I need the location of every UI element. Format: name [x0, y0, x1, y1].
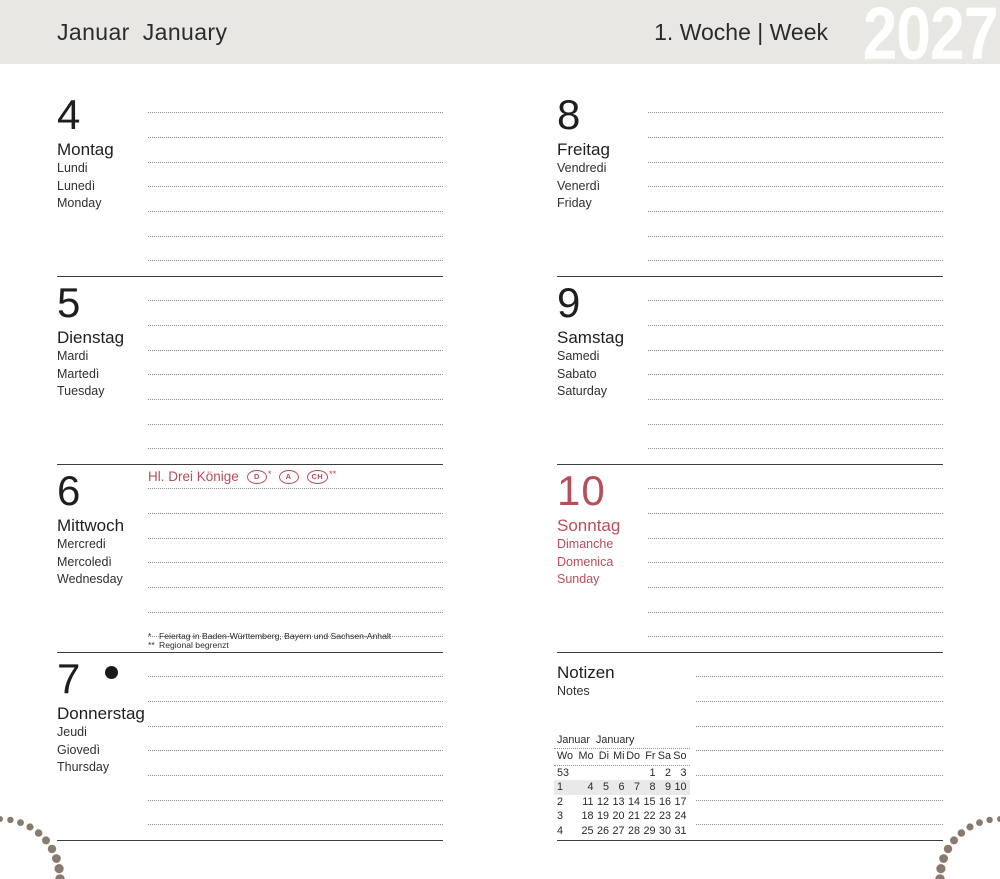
writing-line — [648, 539, 943, 564]
day-name-en: Thursday — [57, 760, 110, 774]
minical-week-number: 2 — [557, 795, 564, 808]
day-name-de: Donnerstag — [57, 704, 145, 723]
writing-line — [148, 187, 443, 212]
minical-cell: 22 — [643, 810, 656, 823]
footnote-line: * Feiertag in Baden-Württemberg, Bayern und Sachsen-Anhalt — [148, 630, 392, 641]
writing-line — [148, 113, 443, 138]
day-label — [557, 468, 648, 589]
day-label — [557, 280, 648, 401]
writing-line — [148, 425, 443, 450]
minical-cell: 9 — [664, 781, 671, 794]
writing-line — [148, 539, 443, 564]
writing-line — [148, 326, 443, 351]
minical-cell: 29 — [643, 824, 656, 837]
minical-header-cell: Mo — [578, 750, 594, 762]
decorative-dot-arc-right — [935, 816, 1000, 879]
minical-cell: 8 — [649, 781, 656, 794]
week-label: 1. Woche | Week — [654, 19, 828, 45]
minical-month-en: January — [596, 734, 635, 746]
minical-cell: 10 — [674, 781, 687, 794]
writing-line — [648, 613, 943, 638]
minical-header-cell: Do — [626, 750, 640, 762]
minical-cell — [594, 766, 610, 781]
minical-header-cell: Di — [598, 750, 609, 762]
day-name-de: Montag — [57, 140, 114, 159]
footnote-mark: * — [267, 468, 272, 480]
day-name-fr: Jeudi — [57, 725, 87, 739]
writing-line — [696, 727, 943, 752]
minical-cell — [625, 766, 641, 781]
minical-cell: 7 — [633, 781, 640, 794]
minical-week-row — [554, 824, 690, 839]
day-number: 4 — [57, 91, 82, 138]
minical-week-number: 1 — [557, 781, 564, 794]
day-label — [57, 280, 148, 401]
writing-line — [148, 212, 443, 237]
day-name-fr: Samedi — [557, 349, 600, 363]
writing-line — [148, 563, 443, 588]
writing-area — [648, 277, 943, 450]
writing-line — [148, 277, 443, 302]
year-label: 2027 — [863, 0, 998, 75]
minical-header-cell: Sa — [657, 750, 671, 762]
minical-cell: 24 — [674, 810, 687, 823]
notes-label — [557, 656, 687, 700]
minical-cell: 12 — [596, 795, 609, 808]
day-name-it: Mercoledì — [57, 554, 112, 569]
region-badge-austria: A — [279, 470, 300, 484]
minical-cell: 11 — [582, 795, 594, 808]
page-title — [57, 0, 227, 64]
writing-line — [648, 351, 943, 376]
day-label — [57, 656, 148, 777]
writing-line — [648, 212, 943, 237]
minical-cell: 6 — [618, 781, 625, 794]
day-block-thursday — [57, 656, 443, 841]
writing-line — [148, 588, 443, 613]
region-badge-switzerland: CH ** — [307, 470, 337, 484]
day-block-saturday — [557, 280, 943, 465]
day-name-en: Friday — [557, 196, 592, 210]
minical-week-row — [554, 809, 690, 824]
writing-line — [648, 163, 943, 188]
minical-week-row — [554, 795, 690, 810]
writing-line — [648, 301, 943, 326]
writing-line — [148, 89, 443, 114]
writing-line — [148, 751, 443, 776]
writing-line — [148, 375, 443, 400]
day-block-sunday — [557, 468, 943, 653]
minical-week-number: 4 — [557, 824, 564, 837]
minical-cell: 2 — [664, 766, 671, 779]
writing-area — [148, 465, 443, 638]
writing-line — [648, 588, 943, 613]
minical-week-number: 53 — [557, 766, 570, 779]
minical-cell — [578, 766, 594, 781]
minical-cell: 31 — [674, 824, 687, 837]
minical-cell: 20 — [612, 810, 625, 823]
writing-line — [148, 489, 443, 514]
day-number: 7 — [57, 655, 82, 702]
writing-area — [148, 653, 443, 826]
writing-line — [648, 425, 943, 450]
minical-week-row — [554, 766, 690, 781]
writing-line — [148, 465, 443, 490]
day-name-en: Wednesday — [57, 572, 123, 586]
minical-cell: 5 — [602, 781, 609, 794]
minical-header-cell: Mi — [613, 750, 625, 762]
day-block-monday — [57, 92, 443, 277]
writing-area — [148, 89, 443, 262]
holiday-name: Hl. Drei Könige — [148, 469, 239, 484]
day-name-en: Sunday — [557, 572, 600, 586]
day-label — [57, 92, 148, 213]
minical-cell: 25 — [581, 824, 594, 837]
day-name-en: Tuesday — [57, 384, 105, 398]
writing-line — [648, 89, 943, 114]
writing-line — [148, 351, 443, 376]
day-name-de: Dienstag — [57, 328, 125, 347]
writing-line — [648, 237, 943, 262]
day-number: 9 — [557, 279, 582, 326]
mini-month-calendar — [554, 733, 690, 838]
writing-line — [148, 237, 443, 262]
writing-line — [148, 514, 443, 539]
writing-area — [648, 89, 943, 262]
notes-block — [557, 656, 943, 841]
day-number: 10 — [557, 467, 606, 514]
minical-cell: 13 — [612, 795, 625, 808]
minical-cell: 4 — [587, 781, 594, 794]
writing-line — [148, 702, 443, 727]
minical-week-row-current — [554, 780, 690, 795]
minical-cell: 19 — [596, 810, 609, 823]
writing-line — [148, 801, 443, 826]
day-name-fr: Mardi — [57, 349, 89, 363]
writing-line — [696, 751, 943, 776]
day-block-friday — [557, 92, 943, 277]
region-badge-germany: D * — [247, 470, 272, 484]
month-name-en: January — [142, 19, 228, 45]
writing-line — [148, 653, 443, 678]
day-name-it: Domenica — [557, 554, 614, 569]
writing-line — [696, 677, 943, 702]
day-name-fr: Mercredi — [57, 537, 106, 551]
day-name-fr: Dimanche — [557, 537, 614, 551]
writing-line — [648, 489, 943, 514]
minical-cell: 1 — [649, 766, 656, 779]
day-name-de: Samstag — [557, 328, 625, 347]
new-moon-icon — [105, 666, 118, 679]
writing-line — [648, 465, 943, 490]
day-name-it: Giovedì — [57, 742, 101, 757]
minical-cell: 30 — [658, 824, 671, 837]
writing-line — [148, 727, 443, 752]
holiday-footnotes — [148, 632, 391, 652]
minical-month-de: Januar — [557, 734, 591, 746]
minical-cell: 15 — [643, 795, 656, 808]
footnote-line: ** Regional begrenzt — [148, 640, 229, 651]
day-label — [57, 468, 148, 589]
month-name-de: Januar — [57, 19, 130, 45]
writing-area — [648, 465, 943, 638]
writing-line — [696, 801, 943, 826]
day-name-fr: Vendredi — [557, 161, 607, 175]
writing-area — [148, 277, 443, 450]
day-name-de: Freitag — [557, 140, 610, 159]
minical-header-cell: Fr — [645, 750, 656, 762]
writing-line — [148, 400, 443, 425]
writing-line — [648, 326, 943, 351]
decorative-dot-arc-left — [0, 816, 65, 879]
notes-title: Notizen — [557, 663, 615, 682]
writing-line — [648, 514, 943, 539]
writing-line — [648, 375, 943, 400]
minical-cell: 18 — [581, 810, 594, 823]
writing-line — [148, 163, 443, 188]
writing-line — [648, 113, 943, 138]
day-label — [557, 92, 648, 213]
writing-line — [648, 563, 943, 588]
writing-line — [648, 187, 943, 212]
notes-subtitle: Notes — [557, 684, 590, 698]
minical-cell: 27 — [612, 824, 625, 837]
minical-cell — [609, 766, 625, 781]
writing-line — [648, 277, 943, 302]
day-block-wednesday — [57, 468, 443, 653]
day-name-en: Saturday — [557, 384, 608, 398]
writing-line — [648, 400, 943, 425]
minical-cell: 26 — [596, 824, 609, 837]
minical-week-number: 3 — [557, 810, 564, 823]
day-name-de: Sonntag — [557, 516, 621, 535]
writing-line — [696, 702, 943, 727]
writing-line — [148, 138, 443, 163]
minical-cell: 23 — [658, 810, 671, 823]
day-name-de: Mittwoch — [57, 516, 125, 535]
writing-line — [148, 776, 443, 801]
minical-header-cell: Wo — [557, 750, 574, 762]
writing-line — [696, 776, 943, 801]
day-block-tuesday — [57, 280, 443, 465]
notes-writing-area — [696, 653, 943, 826]
day-name-fr: Lundi — [57, 161, 88, 175]
day-name-it: Lunedì — [57, 178, 96, 193]
minical-cell: 16 — [658, 795, 671, 808]
day-name-it: Martedì — [57, 366, 100, 381]
minical-cell: 3 — [680, 766, 687, 779]
day-name-en: Monday — [57, 196, 102, 210]
minical-header-row — [554, 749, 690, 766]
day-number: 8 — [557, 91, 582, 138]
footnote-mark: ** — [328, 468, 337, 480]
day-number: 5 — [57, 279, 82, 326]
minical-title — [554, 733, 690, 749]
minical-cell: 28 — [627, 824, 640, 837]
minical-cell: 17 — [674, 795, 687, 808]
writing-line — [696, 653, 943, 678]
minical-cell: 14 — [627, 795, 640, 808]
day-name-it: Sabato — [557, 366, 597, 381]
writing-line — [648, 138, 943, 163]
minical-cell: 21 — [627, 810, 640, 823]
minical-header-cell: So — [673, 750, 687, 762]
writing-line — [148, 301, 443, 326]
writing-line — [148, 677, 443, 702]
day-number: 6 — [57, 467, 82, 514]
day-name-it: Venerdì — [557, 178, 601, 193]
